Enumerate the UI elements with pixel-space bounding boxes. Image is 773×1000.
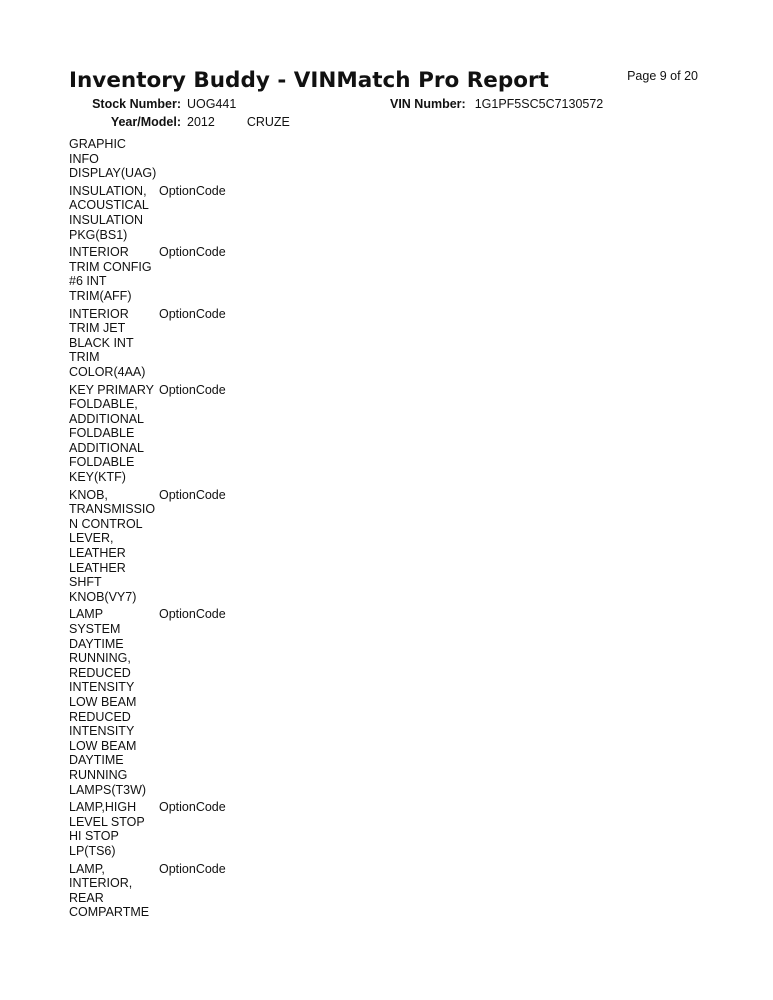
option-description-line: KEY PRIMARY	[69, 382, 154, 397]
option-row	[69, 245, 226, 303]
option-type: OptionCode	[159, 183, 226, 198]
option-description-line: KNOB(VY7)	[69, 589, 137, 604]
option-description-line: INTENSITY	[69, 680, 135, 695]
option-description-line: FOLDABLE,	[69, 397, 138, 412]
option-list	[69, 137, 226, 923]
option-description-line: INTERIOR	[69, 245, 129, 260]
option-description	[69, 137, 159, 181]
option-description	[69, 245, 159, 303]
option-description-line: ADDITIONAL	[69, 440, 145, 455]
option-description-line: TRANSMISSIO	[69, 502, 156, 517]
option-description-line: INSULATION	[69, 212, 144, 227]
option-description-line: LEATHER	[69, 546, 126, 561]
option-description-line: ADDITIONAL	[69, 411, 145, 426]
option-description-line: KEY(KTF)	[69, 470, 126, 485]
option-description-line: INTENSITY	[69, 724, 135, 739]
option-description-line: #6 INT	[69, 274, 107, 289]
option-type: OptionCode	[159, 800, 226, 815]
option-description-line: LEATHER	[69, 560, 126, 575]
stock-number-value: UOG441	[187, 97, 237, 111]
option-description-line: LAMP	[69, 607, 104, 622]
option-description-line: TRIM(AFF)	[69, 288, 132, 303]
option-description-line: TRIM JET	[69, 321, 126, 336]
year-model-label: Year/Model:	[110, 115, 181, 129]
stock-number-row	[69, 97, 236, 112]
option-description-line: PKG(BS1)	[69, 227, 128, 242]
option-description	[69, 184, 159, 242]
option-description-line: COLOR(4AA)	[69, 364, 146, 379]
option-description-line: REDUCED	[69, 709, 131, 724]
option-description-line: COMPARTME	[69, 905, 150, 920]
vin-number-row	[390, 97, 603, 112]
model-value: CRUZE	[246, 115, 290, 129]
option-description-line: INTERIOR	[69, 306, 129, 321]
option-description-line: DISPLAY(UAG)	[69, 166, 157, 181]
option-row	[69, 137, 226, 181]
option-description-line: REDUCED	[69, 665, 131, 680]
option-description-line: TRIM	[69, 350, 100, 365]
option-description-line: INFO	[69, 151, 99, 166]
option-description	[69, 383, 159, 485]
option-type: OptionCode	[159, 861, 226, 876]
option-description-line: LEVER,	[69, 531, 114, 546]
option-description-line: TRIM CONFIG	[69, 259, 152, 274]
option-description-line: HI STOP	[69, 829, 119, 844]
option-description-line: DAYTIME	[69, 636, 124, 651]
option-description-line: REAR	[69, 890, 104, 905]
option-description	[69, 800, 159, 858]
option-description	[69, 862, 159, 920]
option-type: OptionCode	[159, 607, 226, 622]
option-row	[69, 862, 226, 920]
option-description-line: DAYTIME	[69, 753, 124, 768]
year-value: 2012	[187, 115, 215, 129]
vin-number-label: VIN Number:	[390, 97, 466, 111]
option-description-line: LEVEL STOP	[69, 814, 145, 829]
option-description-line: LOW BEAM	[69, 694, 137, 709]
option-description-line: LAMP,HIGH	[69, 800, 137, 815]
option-description-line: SHFT	[69, 575, 102, 590]
option-description-line: RUNNING,	[69, 651, 131, 666]
report-title: Inventory Buddy - VINMatch Pro Report	[69, 68, 549, 93]
option-type: OptionCode	[159, 487, 226, 502]
option-description-line: GRAPHIC	[69, 137, 126, 151]
option-description-line: LP(TS6)	[69, 843, 116, 858]
option-description-line: LAMP,	[69, 861, 105, 876]
option-row	[69, 383, 226, 485]
option-type: OptionCode	[159, 382, 226, 397]
option-type: OptionCode	[159, 245, 226, 260]
option-description-line: KNOB,	[69, 487, 108, 502]
option-description	[69, 307, 159, 380]
option-description	[69, 607, 159, 797]
option-description-line: LOW BEAM	[69, 738, 137, 753]
option-description-line: SYSTEM	[69, 622, 121, 636]
year-model-row	[69, 115, 290, 130]
option-description	[69, 488, 159, 605]
option-row	[69, 184, 226, 242]
option-row	[69, 607, 226, 797]
option-row	[69, 800, 226, 858]
option-type: OptionCode	[159, 306, 226, 321]
option-description-line: ACOUSTICAL	[69, 198, 149, 213]
option-row	[69, 307, 226, 380]
option-description-line: FOLDABLE	[69, 455, 135, 470]
vin-number-value: 1G1PF5SC5C7130572	[474, 97, 604, 111]
option-row	[69, 488, 226, 605]
option-description-line: LAMPS(T3W)	[69, 782, 147, 797]
option-description-line: INTERIOR,	[69, 876, 133, 891]
option-description-line: RUNNING	[69, 767, 128, 782]
stock-number-label: Stock Number:	[92, 97, 181, 111]
option-description-line: FOLDABLE	[69, 426, 135, 441]
option-description-line: N CONTROL	[69, 516, 143, 531]
option-description-line: BLACK INT	[69, 335, 134, 350]
page-indicator: Page 9 of 20	[627, 69, 698, 83]
option-description-line: INSULATION,	[69, 183, 147, 198]
